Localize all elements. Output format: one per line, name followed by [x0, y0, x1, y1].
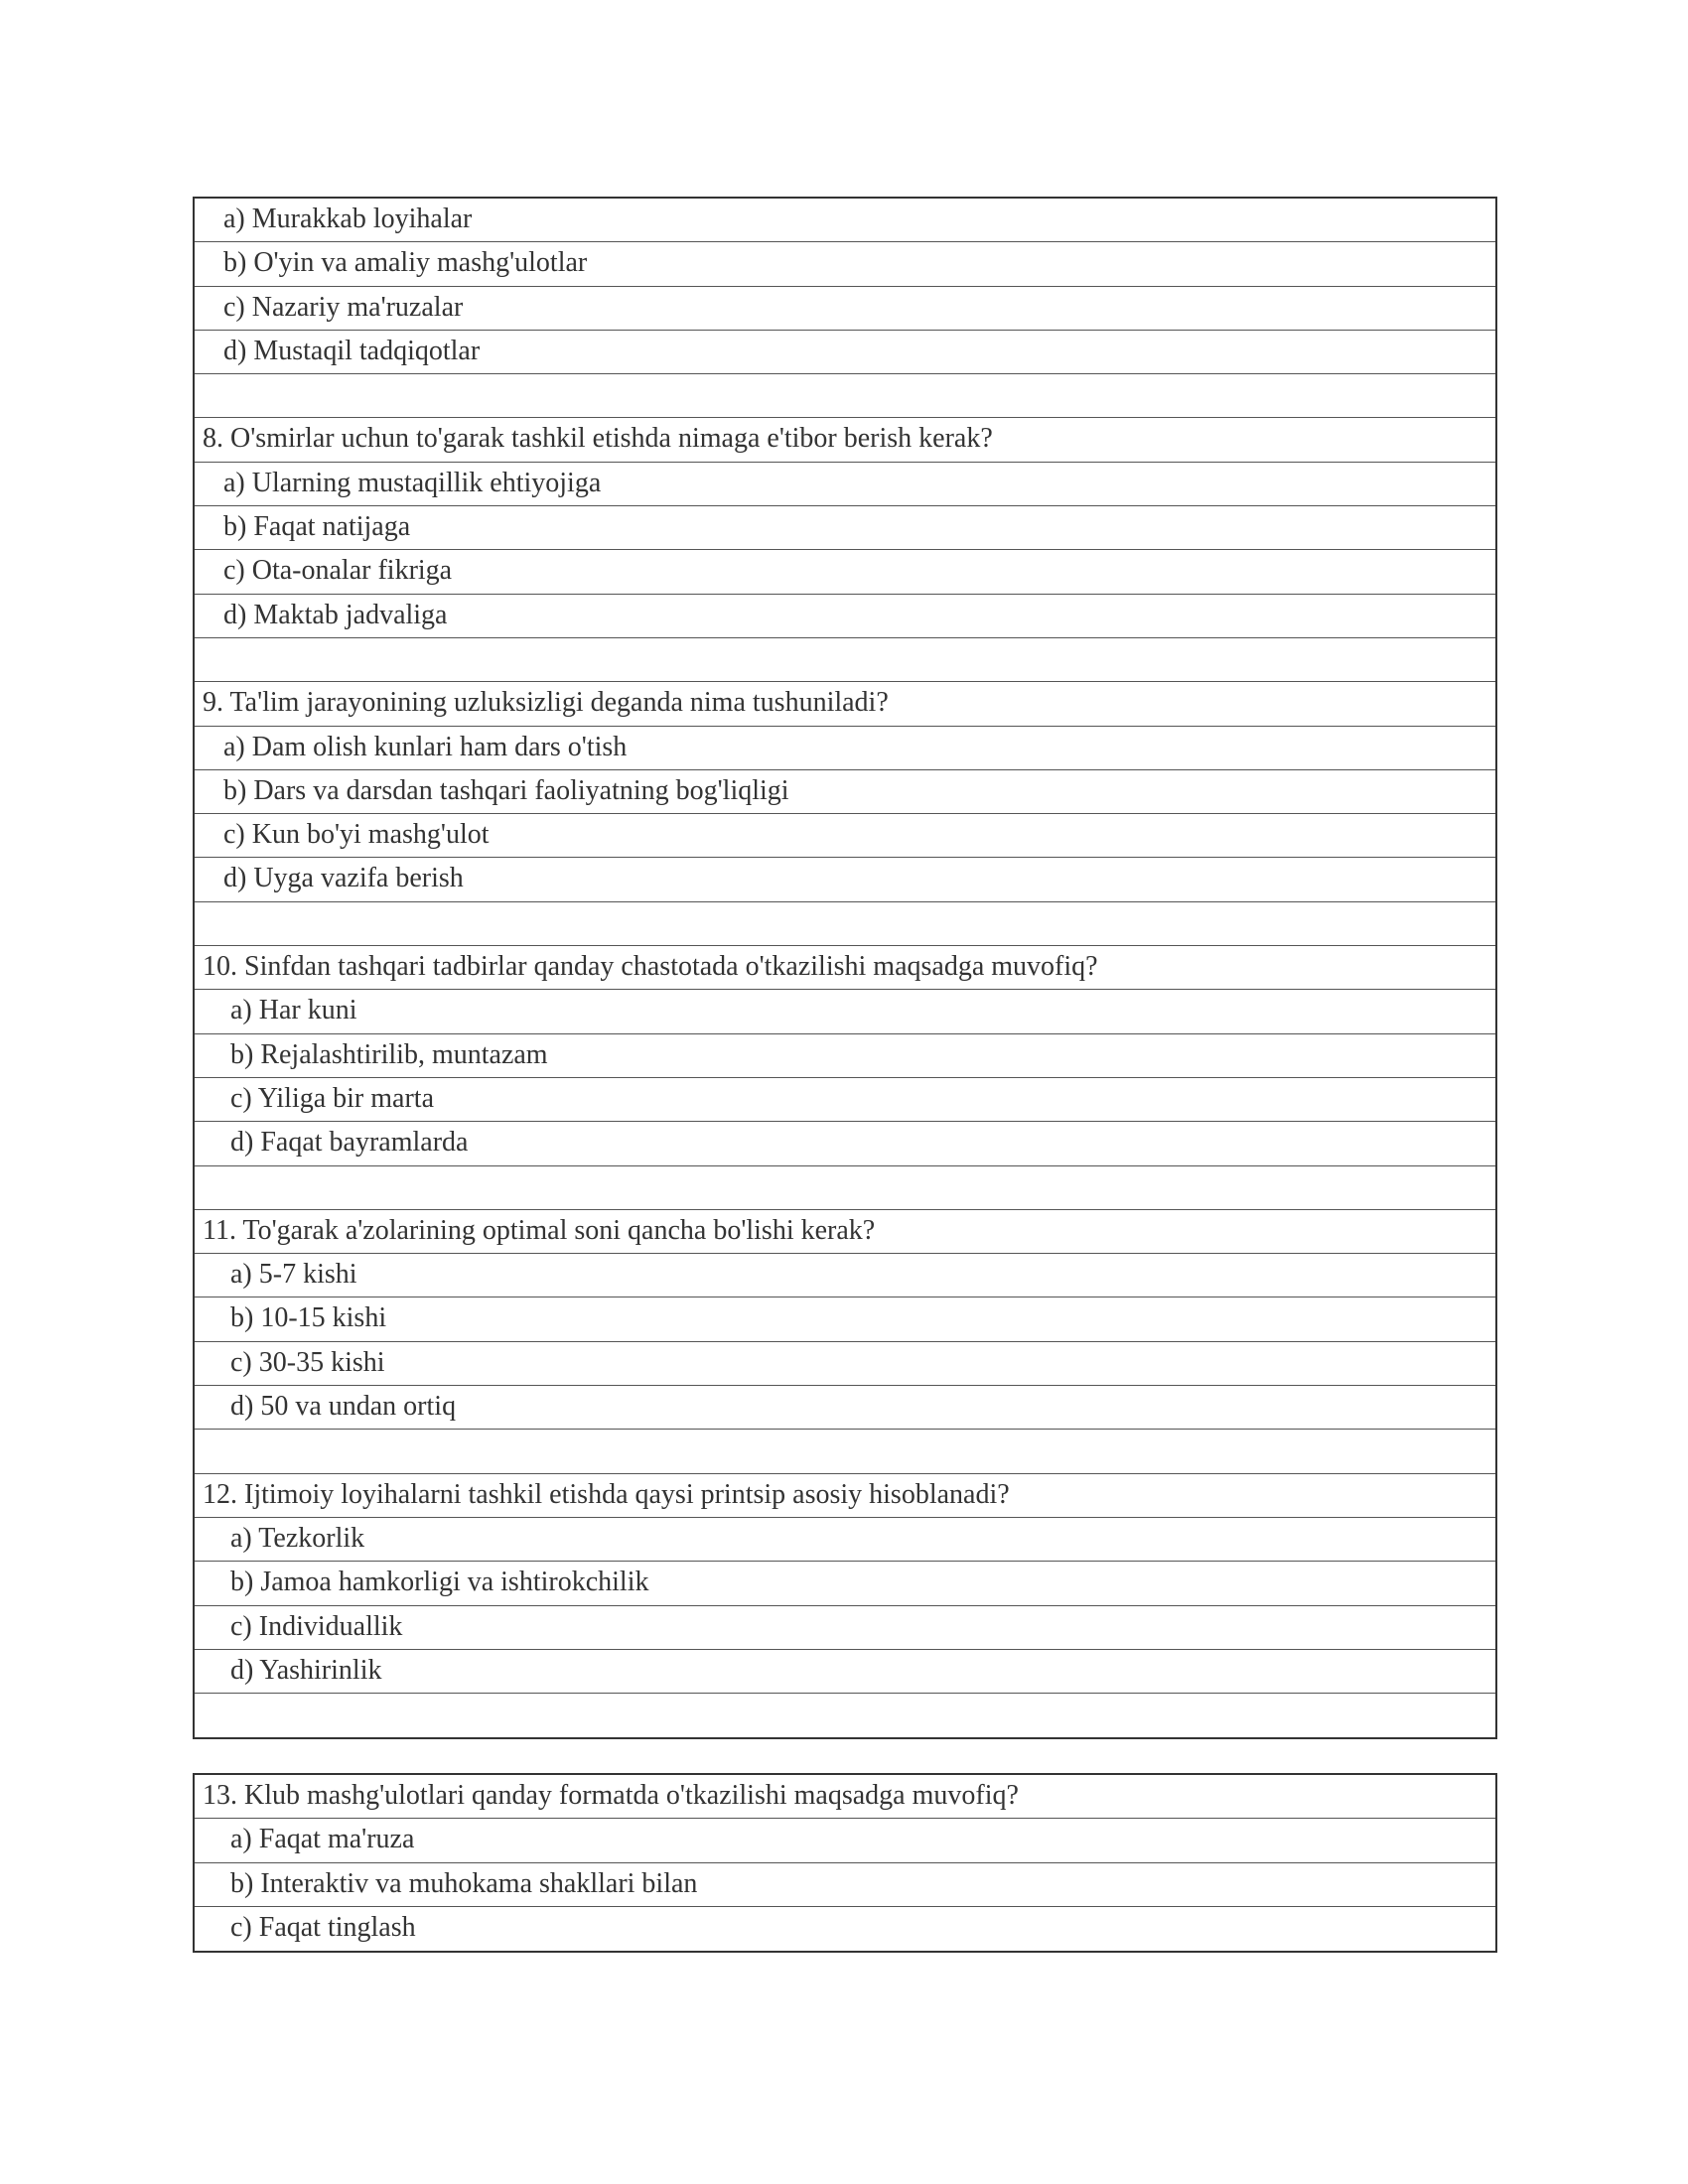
answer-option-row: b) 10-15 kishi: [195, 1297, 1495, 1341]
answer-option-row: b) Faqat natijaga: [195, 506, 1495, 550]
answer-option-row: c) 30-35 kishi: [195, 1342, 1495, 1386]
blank-row: [195, 1166, 1495, 1210]
answer-option-row: d) Yashirinlik: [195, 1650, 1495, 1694]
quiz-table-main: [193, 197, 1497, 1739]
answer-option-row: a) 5-7 kishi: [195, 1254, 1495, 1297]
blank-row: [195, 902, 1495, 946]
answer-option-row: b) Rejalashtirilib, muntazam: [195, 1034, 1495, 1078]
question-row: 9. Ta'lim jarayonining uzluksizligi deganda nima tushuniladi?: [195, 682, 1495, 726]
answer-option-row: a) Ularning mustaqillik ehtiyojiga: [195, 463, 1495, 506]
answer-option-row: c) Kun bo'yi mashg'ulot: [195, 814, 1495, 858]
blank-row: [195, 1694, 1495, 1737]
answer-option-row: a) Murakkab loyihalar: [195, 199, 1495, 242]
answer-option-row: c) Ota-onalar fikriga: [195, 550, 1495, 594]
quiz-table-continued: [193, 1773, 1497, 1953]
answer-option-row: a) Tezkorlik: [195, 1518, 1495, 1562]
answer-option-row: c) Nazariy ma'ruzalar: [195, 287, 1495, 331]
question-row: 13. Klub mashg'ulotlari qanday formatda o'tkazilishi maqsadga muvofiq?: [195, 1775, 1495, 1819]
answer-option-row: a) Faqat ma'ruza: [195, 1819, 1495, 1862]
answer-option-row: c) Faqat tinglash: [230, 1911, 416, 1943]
question-row: 8. O'smirlar uchun to'garak tashkil etishda nimaga e'tibor berish kerak?: [195, 418, 1495, 462]
answer-option-row: d) Faqat bayramlarda: [195, 1122, 1495, 1165]
answer-option-row: a) Har kuni: [195, 990, 1495, 1033]
answer-option-row: a) Dam olish kunlari ham dars o'tish: [195, 727, 1495, 770]
answer-option-row: d) Mustaqil tadqiqotlar: [195, 331, 1495, 374]
blank-row: [195, 374, 1495, 418]
question-row: 10. Sinfdan tashqari tadbirlar qanday chastotada o'tkazilishi maqsadga muvofiq?: [195, 946, 1495, 990]
blank-row: [195, 638, 1495, 682]
blank-row: [195, 1430, 1495, 1473]
answer-option-row: b) Dars va darsdan tashqari faoliyatning bog'liqligi: [195, 770, 1495, 814]
question-row: 12. Ijtimoiy loyihalarni tashkil etishda qaysi printsip asosiy hisoblanadi?: [195, 1474, 1495, 1518]
answer-option-row: d) Uyga vazifa berish: [195, 858, 1495, 901]
answer-option-row: b) O'yin va amaliy mashg'ulotlar: [195, 242, 1495, 286]
question-row: 11. To'garak a'zolarining optimal soni qancha bo'lishi kerak?: [195, 1210, 1495, 1254]
answer-option-row: c) Yiliga bir marta: [195, 1078, 1495, 1122]
answer-option-row: b) Jamoa hamkorligi va ishtirokchilik: [195, 1562, 1495, 1605]
answer-option-row: b) Interaktiv va muhokama shakllari bilan: [195, 1863, 1495, 1907]
answer-option-row: c) Individuallik: [195, 1606, 1495, 1650]
answer-option-row: d) Maktab jadvaliga: [195, 595, 1495, 638]
answer-option-row: d) 50 va undan ortiq: [195, 1386, 1495, 1430]
